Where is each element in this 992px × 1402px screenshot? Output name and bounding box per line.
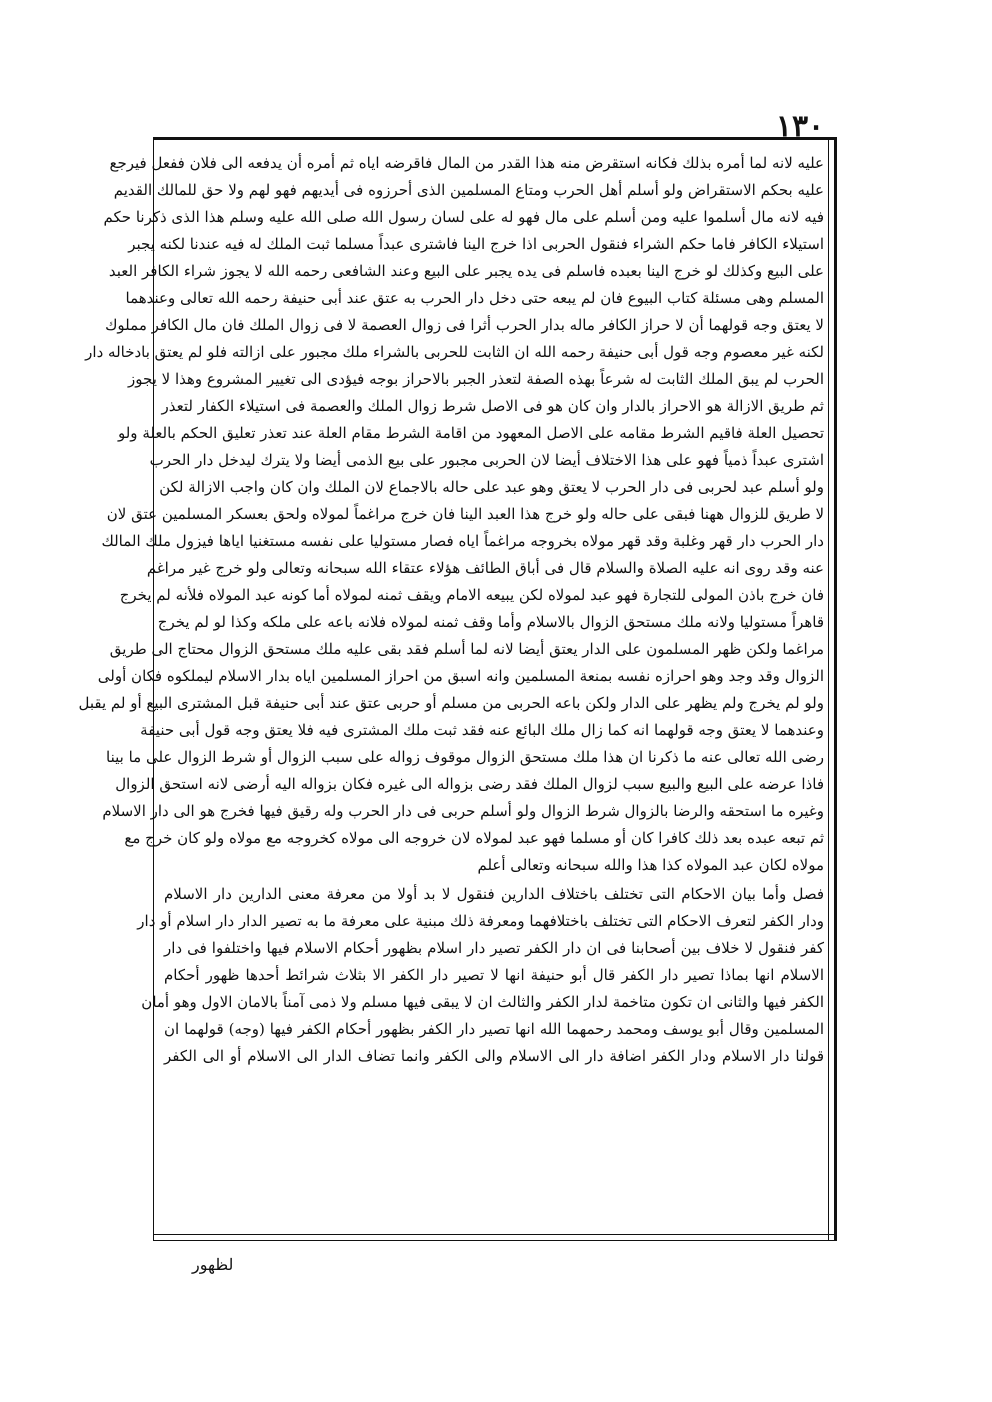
text-line: لا طريق للزوال ههنا فبقى على حاله ولو خرج هذا العبد الينا فان خرج مراغماً لمولاه ولحق بعسكر المسلمين عتق لان — [106, 505, 824, 523]
text-line: الزوال وقد وجد وهو احرازه نفسه بمنعة المسلمين وانه اسبق من احراز المسلمين اياه بدار الاسلام ليملكوه فكان أولى — [97, 667, 824, 685]
text-line: المسلمين وقال أبو يوسف ومحمد رحمهما الله انها تصير دار الكفر بظهور أحكام الكفر فيها (وجه) قولهما ان — [164, 1020, 824, 1038]
text-line: وعندهما لا يعتق وجه قولهما انه كما زال ملك البائع عنه فقد ثبت ملك المشترى فيه فلا يعتق وجه قول أبى حنيفة — [140, 721, 824, 739]
text-line: عليه بحكم الاستقراض ولو أسلم أهل الحرب ومتاع المسلمين الذى أحرزوه فى أيديهم فهو لهم ولا حق للمالك القديم — [113, 181, 824, 199]
text-line: تحصيل العلة فاقيم الشرط مقامه على الاصل المعهود من اقامة الشرط مقام العلة عند تعذر تعليق الحكم بالعلة ولو — [117, 424, 824, 442]
text-line: عنه وقد روى انه عليه الصلاة والسلام قال فى أباق الطائف هؤلاء عتقاء الله سبحانه وتعالى ولو خرج غير مراغم — [146, 559, 824, 577]
body-text — [78, 150, 826, 1230]
text-line: اشترى عبداً ذمياً فهو على هذا الاختلاف أيضا لان الحربى مجبور على بيع الذمى أيضا ولا يترك ليدخل دار الحرب — [149, 451, 824, 469]
text-line: فيه لانه مال أسلموا عليه ومن أسلم على مال فهو له على لسان رسول الله صلى الله عليه وسلم هذا الذى ذكرنا حكم — [103, 208, 824, 226]
text-line: ولو لم يخرج ولم يظهر على الدار ولكن باعه الحربى من مسلم أو حربى عتق عند أبى حنيفة قبل المشترى البيع أو لم يقبل — [78, 694, 824, 712]
frame-rule-right — [828, 137, 829, 1241]
text-line: كفر فنقول لا خلاف بين أصحابنا فى ان دار الكفر تصير دار اسلام بظهور أحكام الاسلام فيها واختلفوا فى دار — [164, 939, 824, 957]
text-line: رضى الله تعالى عنه ما ذكرنا ان هذا ملك مستحق الزوال موقوف زواله على سبب الزوال أو شرط الزوال على ما بينا — [106, 748, 824, 766]
text-line: دار الحرب دار قهر وغلبة وقد قهر مولاه بخروجه مراغماً اياه فصار مستوليا على نفسه مستغنيا اياها فيزول ملك المالك — [101, 532, 824, 550]
text-line: المسلم وهى مسئلة كتاب البيوع فان لم يبعه حتى دخل دار الحرب به عتق عند أبى حنيفة رحمه الله تعالى وعندهما — [125, 289, 824, 307]
text-line: لا يعتق وجه قولهما أن لا حراز الكافر ماله بدار الحرب أثرا فى زوال العصمة لا فى زوال الملك فان مال الكافر مملوك — [105, 316, 824, 334]
text-line: ثم طريق الازالة هو الاحراز بالدار وان كان هو فى الاصل شرط زوال الملك والعصمة فى استيلاء الكفار لتعذر — [161, 397, 824, 415]
page-number: ١٣٠ — [775, 109, 825, 144]
text-line: على البيع وكذلك لو خرج الينا بعبده فاسلم فى يده يجبر على البيع وعند الشافعى رحمه الله لا يجوز شراء الكافر العبد — [108, 262, 824, 280]
section-heading-line: فصل وأما بيان الاحكام التى تختلف باختلاف الدارين فنقول لا بد أولا من معرفة معنى الدارين دار الاسلام — [164, 885, 824, 903]
text-line: قاهراً مستوليا ولانه ملك مستحق الزوال بالاسلام وأما وقف ثمنه لمولاه فلانه باعه على ملكه وكذا لو لم يخرج — [157, 613, 824, 631]
text-line: لكنه غير معصوم وجه قول أبى حنيفة رحمه الله ان الثابت للحربى بالشراء ملك مجبور على ازالته فلو لم يعتق بادخاله دار — [85, 343, 824, 361]
text-line: فاذا عرضه على البيع والبيع سبب لزوال الملك فقد رضى بزواله الى غيره فكان بزواله اليه أرضى لانه استحق الزوال — [115, 775, 824, 793]
text-line: فان خرج باذن المولى للتجارة فهو عبد لمولاه لكن يبيعه الامام ويقف ثمنه لمولاه أما كونه عبد المولاه فلأنه لم يخرج — [119, 586, 824, 604]
text-line: ولو أسلم عبد لحربى فى دار الحرب لا يعتق وهو عبد على حاله بالاجماع لان الملك وان كان واجب الازالة لكن — [159, 478, 824, 496]
text-line: مراغما ولكن ظهر المسلمون على الدار يعتق أيضا لانه لما أسلم فقد بقى عليه ملك مستحق الزوال محتاج الى طريق — [109, 640, 824, 658]
text-line: وغيره ما استحقه والرضا بالزوال شرط الزوال ولو أسلم حربى فى دار الحرب وله رقيق فيها فخرج هو الى دار الاسلام — [102, 802, 824, 820]
catchword: لظهور — [192, 1255, 234, 1274]
text-line: الاسلام انها بماذا تصير دار الكفر قال أبو حنيفة انها لا تصير دار الكفر الا بثلاث شرائط أحدها ظهور أحكام — [164, 966, 824, 984]
text-line: الكفر فيها والثانى ان تكون متاخمة لدار الكفر والثالث ان لا يبقى فيها مسلم ولا ذمى آمناً بالامان الاول وهو أمان — [141, 993, 824, 1011]
text-line: مولاه لكان عبد المولاه كذا هذا والله سبحانه وتعالى أعلم — [477, 856, 824, 874]
text-line: قولنا دار الاسلام ودار الكفر اضافة دار الى الاسلام والى الكفر وانما تضاف الدار الى الاسلام أو الى الكفر — [164, 1047, 824, 1065]
text-line: عليه لانه لما أمره بذلك فكانه استقرض منه هذا القدر من المال فاقرضه اياه ثم أمره أن يدفعه الى فلان ففعل فيرجع — [109, 154, 824, 172]
text-line: الحرب لم يبق الملك الثابت له شرعاً بهذه الصفة لتعذر الجبر بالاحراز بوجه فيؤدى الى تغيير المشروع وهذا لا يجوز — [128, 370, 824, 388]
text-line: ثم تبعه عبده بعد ذلك كافرا كان أو مسلما فهو عبد لمولاه لان خروجه الى مولاه كخروجه مع مولاه ولو كان خرج مع — [124, 829, 824, 847]
text-line: استيلاء الكافر فاما حكم الشراء فنقول الحربى اذا خرج الينا فاشترى عبداً مسلما ثبت الملك له فيه عندنا لكنه يجبر — [128, 235, 824, 253]
frame-rule-bottom — [153, 1234, 837, 1235]
text-line: ودار الكفر لتعرف الاحكام التى تختلف باختلافهما ومعرفة ذلك مبنية على معرفة ما به تصير الدار دار اسلام أو دار — [137, 912, 824, 930]
